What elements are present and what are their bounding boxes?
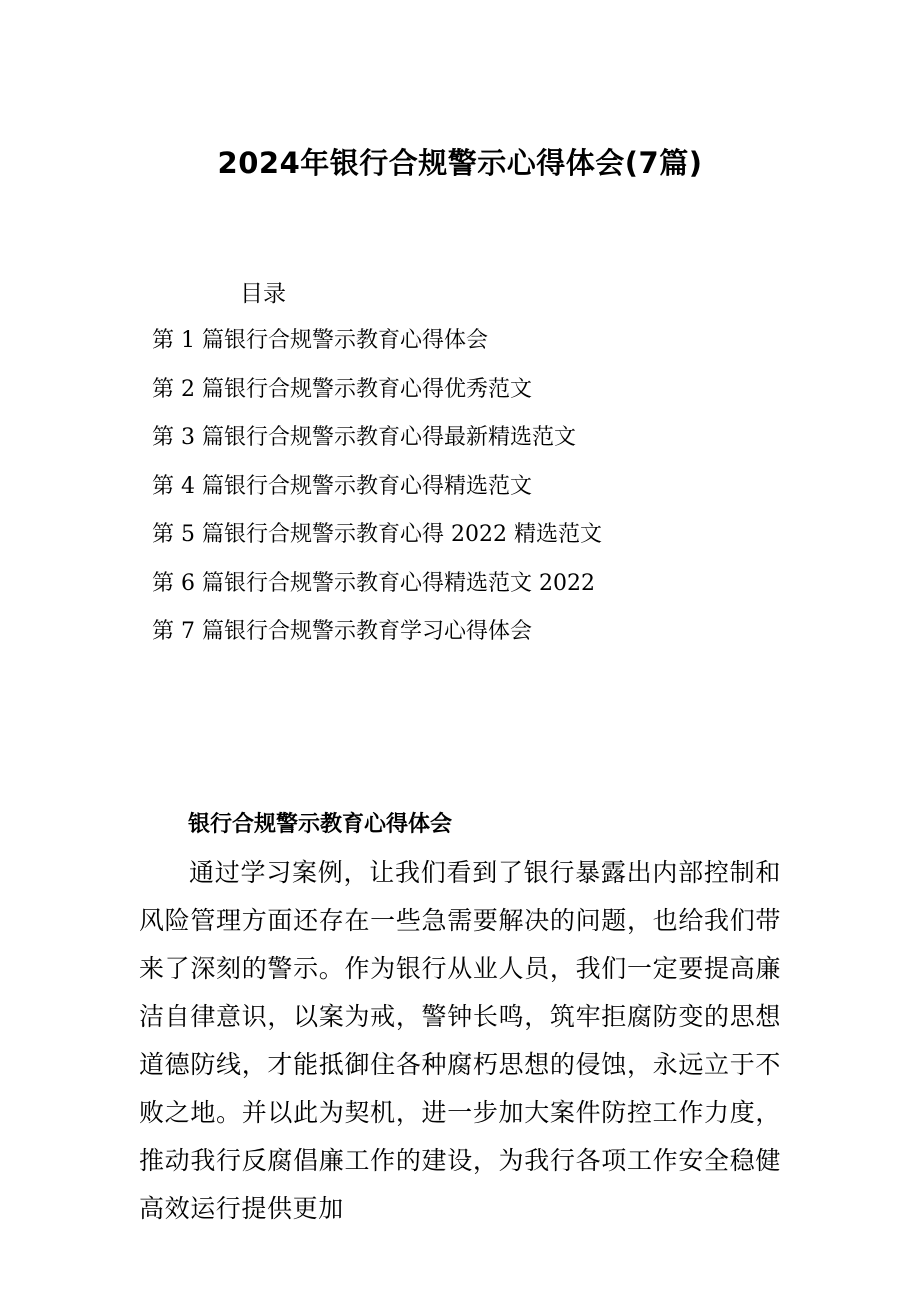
toc-item: 第 5 篇银行合规警示教育心得 2022 精选范文	[152, 522, 602, 547]
toc-item: 第 7 篇银行合规警示教育学习心得体会	[152, 619, 532, 644]
document-title: 2024年银行合规警示心得体会(7篇)	[217, 146, 703, 180]
section-title: 银行合规警示教育心得体会	[188, 811, 453, 837]
toc-item: 第 3 篇银行合规警示教育心得最新精选范文	[152, 425, 576, 450]
toc-heading: 目录	[240, 281, 286, 307]
table-of-contents	[152, 326, 602, 666]
body-paragraph: 通过学习案例，让我们看到了银行暴露出内部控制和风险管理方面还存在一些急需要解决的问题，也给我们带来了深刻的警示。作为银行从业人员，我们一定要提高廉洁自律意识，以案为戒，警钟长鸣，筑牢拒腐防变的思想道德防线，才能抵御住各种腐朽思想的侵蚀，永远立于不败之地。并以此为契机，进一步加大案件防控工作力度，推动我行反腐倡廉工作的建设，为我行各项工作安全稳健高效运行提供更加	[139, 858, 781, 1223]
toc-item: 第 2 篇银行合规警示教育心得优秀范文	[152, 376, 532, 402]
toc-item: 第 1 篇银行合规警示教育心得体会	[152, 328, 488, 353]
toc-item: 第 4 篇银行合规警示教育心得精选范文	[152, 473, 532, 499]
toc-item: 第 6 篇银行合规警示教育心得精选范文 2022	[152, 570, 595, 596]
